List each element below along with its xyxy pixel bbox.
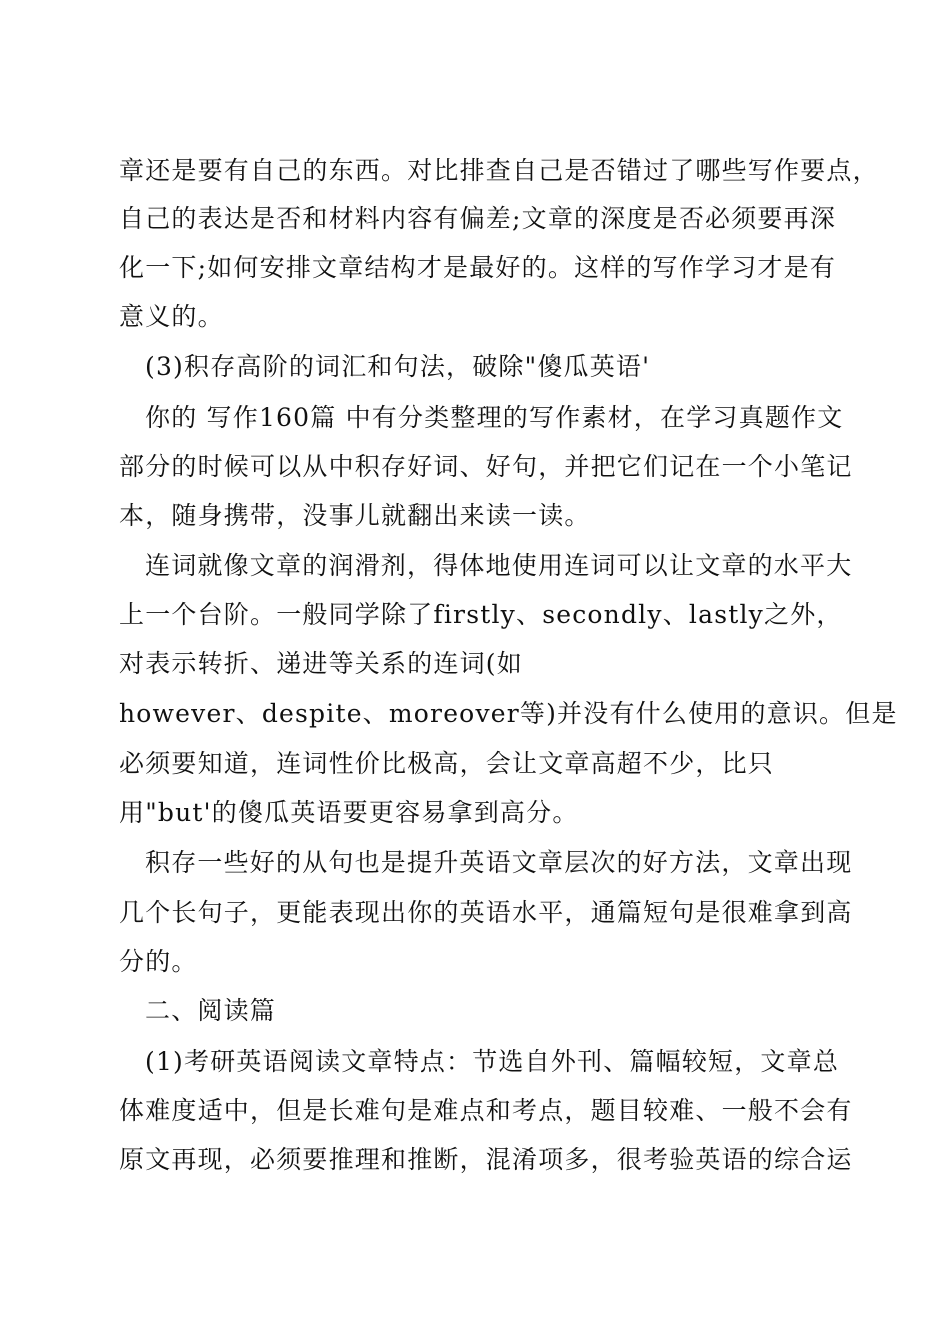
- paragraph-start: 你的 写作160篇 中有分类整理的写作素材，在学习真题作文: [145, 403, 844, 432]
- text-line: 化一下;如何安排文章结构才是最好的。这样的写作学习才是有: [119, 253, 837, 282]
- text-line: however、despite、moreover等)并没有什么使用的意识。但是: [119, 699, 898, 728]
- text-line: 自己的表达是否和材料内容有偏差;文章的深度是否必须要再深: [119, 204, 837, 233]
- text-line: 本，随身携带，没事儿就翻出来读一读。: [119, 501, 591, 530]
- paragraph-start: 积存一些好的从句也是提升英语文章层次的好方法，文章出现: [145, 848, 853, 877]
- section-heading: (3)积存高阶的词汇和句法，破除"傻瓜英语': [145, 352, 651, 381]
- text-line: 必须要知道，连词性价比极高，会让文章高超不少，比只: [119, 749, 775, 778]
- text-line: 几个长句子，更能表现出你的英语水平，通篇短句是很难拿到高: [119, 898, 853, 927]
- text-line: 用"but'的傻瓜英语要更容易拿到高分。: [119, 798, 579, 827]
- paragraph-start: 连词就像文章的润滑剂，得体地使用连词可以让文章的水平大: [145, 551, 853, 580]
- paragraph-start: (1)考研英语阅读文章特点：节选自外刊、篇幅较短，文章总: [145, 1047, 840, 1076]
- section-heading: 二、阅读篇: [145, 996, 277, 1025]
- text-line: 部分的时候可以从中积存好词、好句，并把它们记在一个小笔记: [119, 452, 853, 481]
- text-line: 章还是要有自己的东西。对比排查自己是否错过了哪些写作要点，: [119, 156, 879, 185]
- text-line: 意义的。: [119, 302, 224, 331]
- text-line: 体难度适中，但是长难句是难点和考点，题目较难、一般不会有: [119, 1096, 853, 1125]
- text-line: 上一个台阶。一般同学除了firstly、secondly、lastly之外，: [119, 600, 843, 629]
- text-line: 原文再现，必须要推理和推断，混淆项多，很考验英语的综合运: [119, 1145, 853, 1174]
- text-line: 分的。: [119, 947, 198, 976]
- text-line: 对表示转折、递进等关系的连词(如: [119, 649, 523, 678]
